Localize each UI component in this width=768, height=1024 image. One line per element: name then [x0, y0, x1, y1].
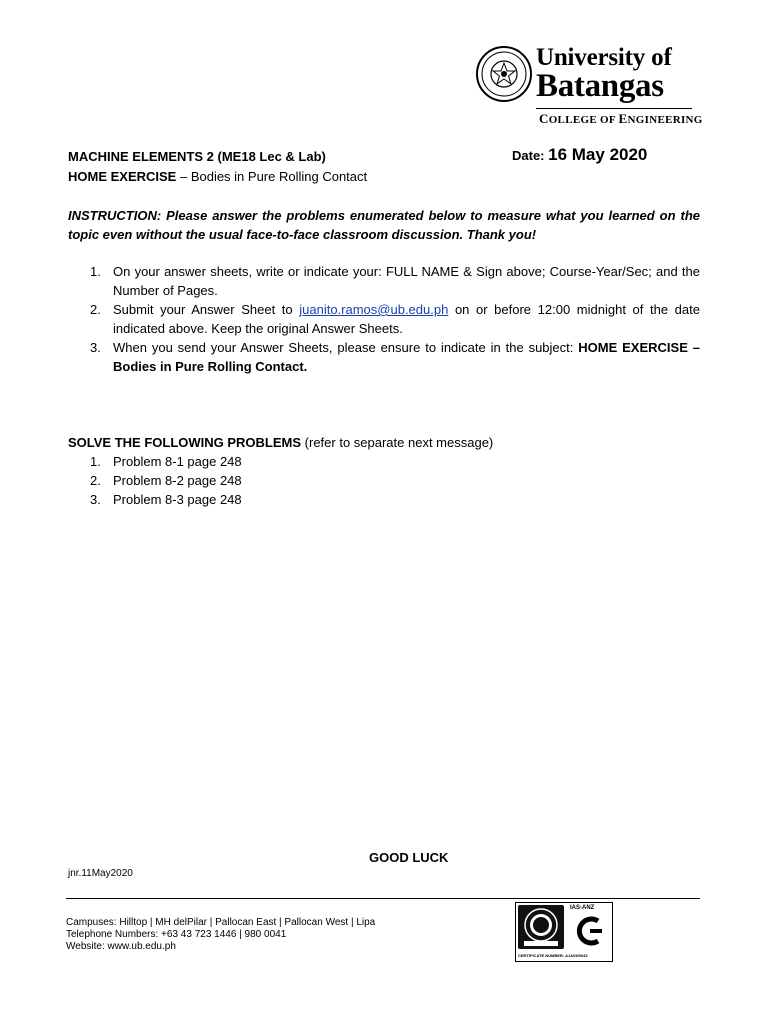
- list-item: 2. Submit your Answer Sheet to juanito.ramos@ub.edu.ph on or before 12:00 midnight of the date indicated above. Keep the original Answer Sheets.: [90, 302, 700, 336]
- email-link[interactable]: juanito.ramos@ub.edu.ph: [299, 302, 449, 317]
- document-code: jnr.11May2020: [68, 868, 133, 879]
- list-item: 3. Problem 8-3 page 248: [90, 492, 242, 507]
- university-name-line2: Batangas: [536, 68, 664, 104]
- footer-phones: Telephone Numbers: +63 43 723 1446 | 980 0041: [66, 929, 287, 940]
- instruction-paragraph: INSTRUCTION: Please answer the problems enumerated below to measure what you learned on the topic even without the usual face-to-face classroom discussion. Thank you!: [68, 208, 700, 242]
- solve-heading: [68, 433, 493, 452]
- certificate-number: CERTIFICATE NUMBER: AJA09/0043: [518, 953, 588, 958]
- footer-divider: [66, 898, 700, 899]
- footer-campuses: Campuses: Hilltop | MH delPilar | Pallocan East | Pallocan West | Lipa: [66, 917, 376, 928]
- ias-anz-icon: [568, 913, 610, 949]
- footer-website: Website: www.ub.edu.ph: [66, 941, 176, 952]
- list-item: 2. Problem 8-2 page 248: [90, 473, 242, 488]
- exercise-label: HOME EXERCISE: [68, 169, 177, 184]
- university-name-line1: University of: [536, 44, 672, 71]
- university-seal-icon: [476, 46, 532, 102]
- course-title: MACHINE ELEMENTS 2 (ME18 Lec & Lab): [68, 149, 326, 164]
- closing-text: GOOD LUCK: [369, 850, 449, 865]
- ias-anz-mark: IAS-ANZ: [568, 905, 610, 949]
- exercise-heading: [68, 167, 367, 186]
- list-item: 1. On your answer sheets, write or indicate your: FULL NAME & Sign above; Course-Year/Sec; and the Number of Pages.: [90, 264, 700, 298]
- list-item: 3. When you send your Answer Sheets, please ensure to indicate in the subject: HOME EXERCISE – Bodies in Pure Rolling Contact.: [90, 340, 700, 374]
- date-value: 16 May 2020: [548, 145, 648, 164]
- iso-certification-icon: [518, 905, 564, 949]
- date-line: [512, 145, 647, 165]
- logo-divider: [536, 108, 692, 109]
- list-item: 1. Problem 8-1 page 248: [90, 454, 242, 469]
- aja-seal-icon: [518, 905, 564, 949]
- problem-list: [68, 452, 242, 509]
- solve-label: SOLVE THE FOLLOWING PROBLEMS: [68, 435, 302, 450]
- exercise-title: – Bodies in Pure Rolling Contact: [176, 169, 368, 184]
- university-logo: [476, 44, 703, 126]
- solve-note: (refer to separate next message): [301, 435, 494, 450]
- date-label: Date:: [512, 148, 545, 163]
- certification-badge: [515, 902, 613, 962]
- instruction-steps: [68, 262, 700, 376]
- college-name: COLLEGE OF ENGINEERING: [539, 111, 703, 126]
